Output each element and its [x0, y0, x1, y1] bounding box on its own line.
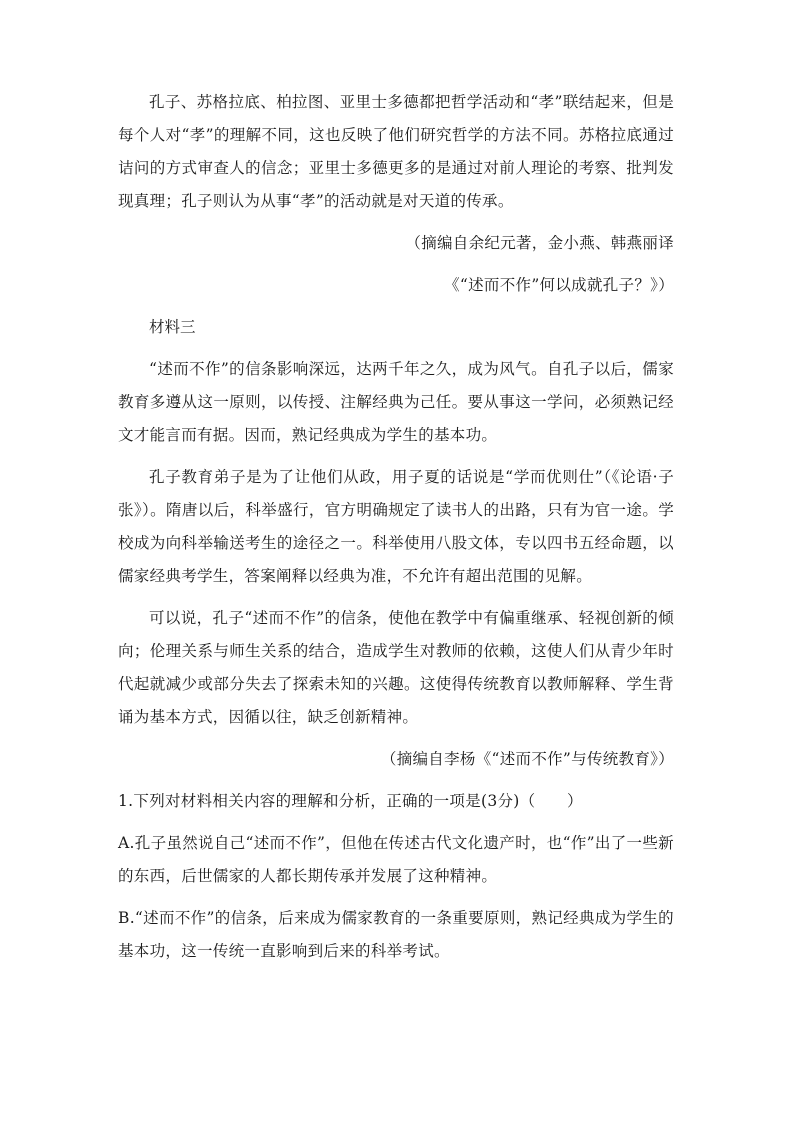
option-a: A.孔子虽然说自己“述而不作”，但他在传述古代文化遗产时，也“作”出了一些新的东西，后世儒家的人都长期传承并发展了这种精神。: [118, 834, 674, 885]
paragraph-keju: 孔子教育弟子是为了让他们从政，用子夏的话说是“学而优则仕”（《论语·子张》）。隋唐以后，科举盛行，官方明确规定了读书人的出路，只有为官一途。学校成为向科举输送考生的途径之一。科举使用八股文体，专以四书五经命题，以儒家经典考学生，答案阐释以经典为准，不允许有超出范围的见解。: [118, 468, 674, 585]
material-three-heading: 材料三: [149, 318, 196, 336]
paragraph-confucius-filial: 孔子、苏格拉底、柏拉图、亚里士多德都把哲学活动和“孝”联结起来，但是每个人对“孝”的理解不同，这也反映了他们研究哲学的方法不同。苏格拉底通过诘问的方式审查人的信念；亚里士多德更多的是通过对前人理论的考察、批判发现真理；孔子则认为从事“孝”的活动就是对天道的传承。: [118, 93, 674, 210]
source-citation-line2: 《“述而不作”何以成就孔子？》）: [444, 276, 674, 294]
option-b: B.“述而不作”的信条，后来成为儒家教育的一条重要原则，熟记经典成为学生的基本功，这一传统一直影响到后来的科举考试。: [118, 909, 674, 960]
source-citation-2: （摘编自李杨《“述而不作”与传统教育》）: [380, 750, 674, 768]
source-citation-line1: （摘编自余纪元著，金小燕、韩燕丽译: [405, 234, 674, 252]
question-1: 1.下列对材料相关内容的理解和分析，正确的一项是(3分)（ ）: [118, 792, 583, 810]
paragraph-shu-er-bu-zuo: “述而不作”的信条影响深远，达两千年之久，成为风气。自孔子以后，儒家教育多遵从这一原则，以传授、注解经典为己任。要从事这一学问，必须熟记经文才能言而有据。因而，熟记经典成为学生的基本功。: [118, 360, 674, 444]
paragraph-conclusion: 可以说，孔子“述而不作”的信条，使他在教学中有偏重继承、轻视创新的倾向；伦理关系与师生关系的结合，造成学生对教师的依赖，这使人们从青少年时代起就减少或部分失去了探索未知的兴趣。这使得传统教育以教师解释、学生背诵为基本方式，因循以往，缺乏创新精神。: [118, 609, 674, 726]
document-page: [118, 86, 674, 977]
